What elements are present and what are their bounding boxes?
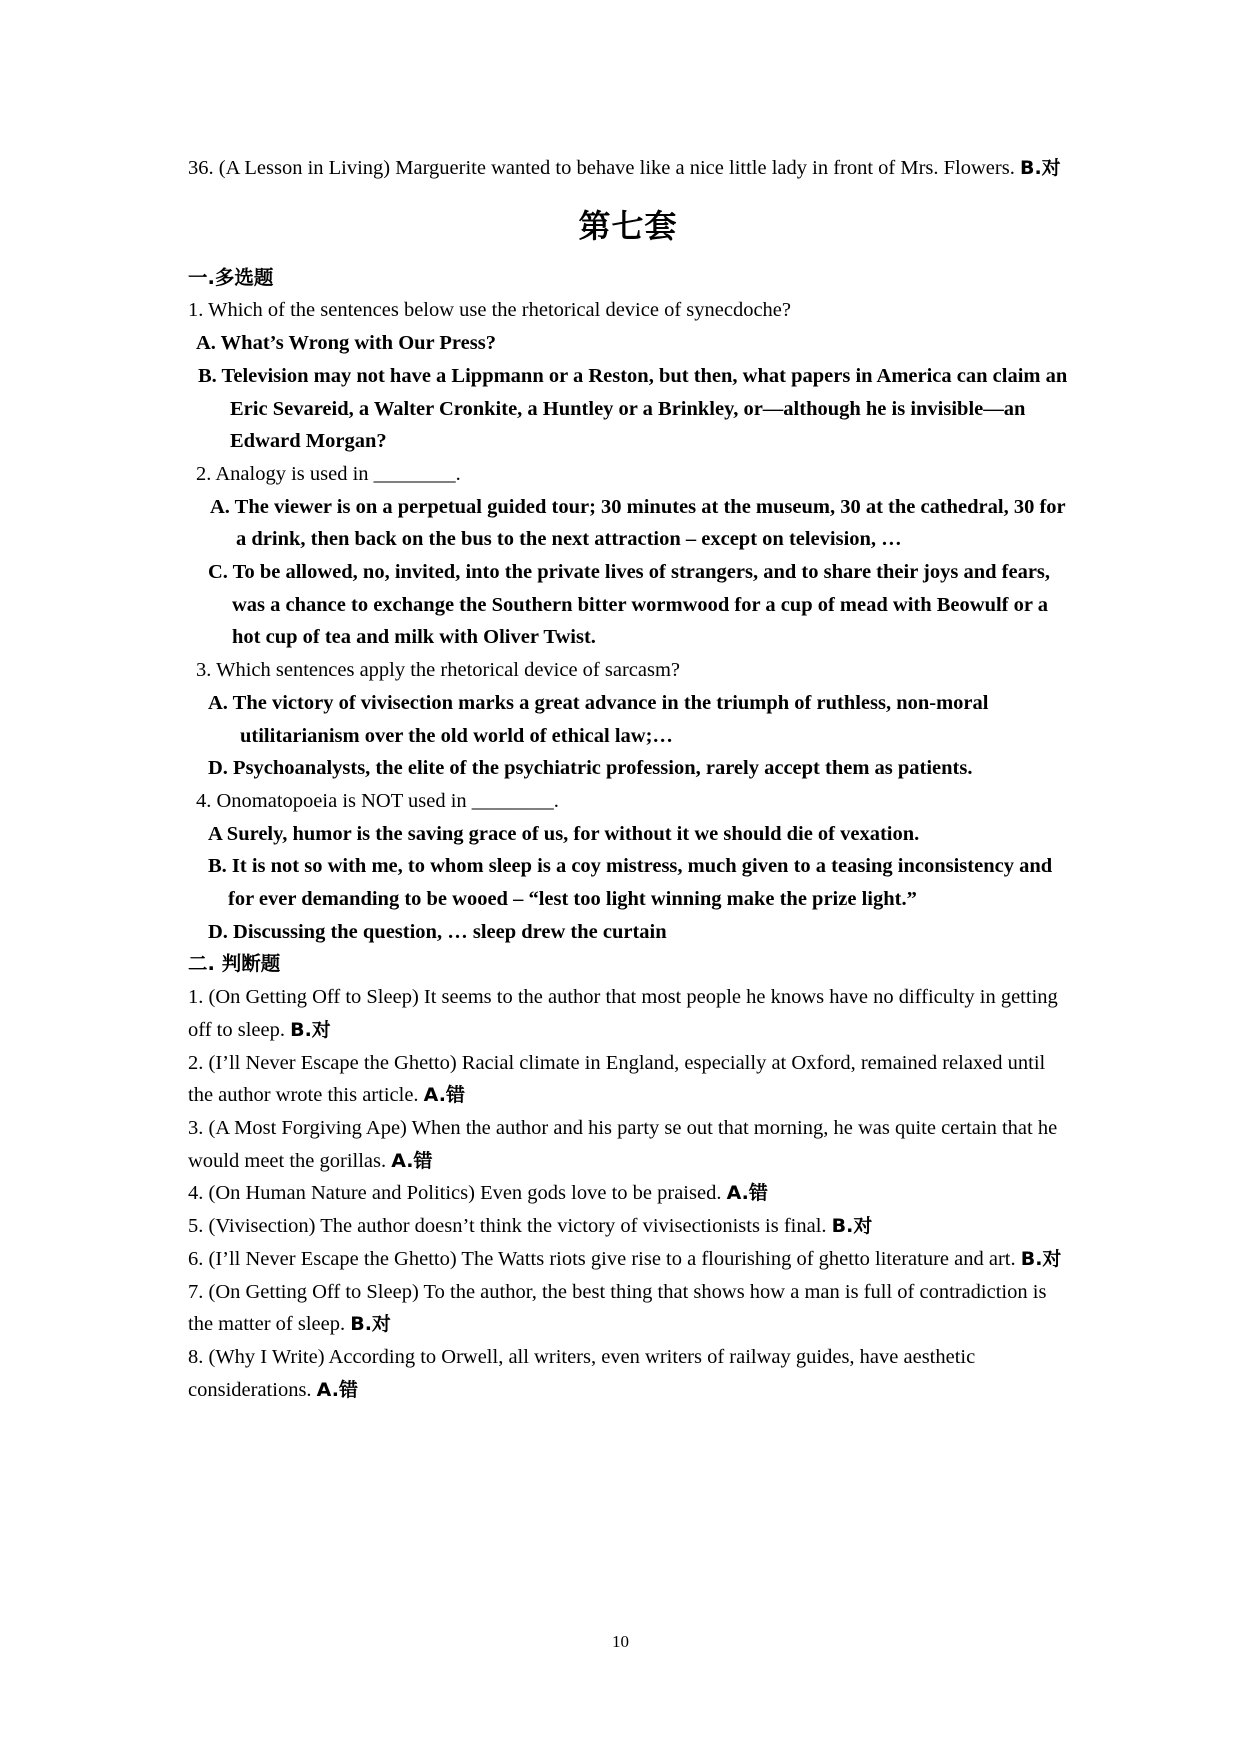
judgment-item-1 (188, 981, 1068, 1046)
judgment-item-2 (188, 1047, 1068, 1112)
q3-option-a: A. The victory of vivisection marks a great advance in the triumph of ruthless, non-moral utilitarianism over the old world of ethical law;… (208, 691, 989, 747)
judgment-item-answer: A.错 (726, 1182, 768, 1205)
question-3: 3. Which sentences apply the rhetorical device of sarcasm? (196, 659, 681, 682)
q3-option-d: D. Psychoanalysts, the elite of the psychiatric profession, rarely accept them as patients. (208, 757, 973, 780)
judgment-item-text: 3. (A Most Forgiving Ape) When the author and his party se out that morning, he was quite certain that he would meet the gorillas. (188, 1116, 1058, 1172)
judgment-item-text: 1. (On Getting Off to Sleep) It seems to the author that most people he knows have no difficulty in getting off to sleep. (188, 986, 1058, 1041)
judgment-item-answer: A.错 (391, 1149, 433, 1172)
page-content (188, 152, 1068, 1406)
judgment-item-text: 5. (Vivisection) The author doesn’t think the victory of vivisectionists is final. (188, 1215, 827, 1238)
section2-heading: 二. 判断题 (188, 952, 281, 976)
judgment-item-text: 6. (I’ll Never Escape the Ghetto) The Watts riots give rise to a flourishing of ghetto literature and art. (188, 1247, 1016, 1270)
q2-option-c: C. To be allowed, no, invited, into the private lives of strangers, and to share their joys and fears, was a chance to exchange the Southern bitter wormwood for a cup of mead with Beowulf or a hot cup of tea and milk with Oliver Twist. (208, 561, 1051, 649)
section1-heading: 一.多选题 (188, 265, 274, 289)
q4-option-a: A Surely, humor is the saving grace of us, for without it we should die of vexation. (208, 822, 920, 845)
judgment-item-answer: B.对 (1020, 1247, 1062, 1270)
judgment-item-answer: A.错 (423, 1084, 465, 1107)
prev-item-answer: B.对 (1019, 157, 1061, 179)
question-2: 2. Analogy is used in ________. (196, 462, 461, 485)
judgment-item-answer: B.对 (350, 1313, 391, 1336)
prev-item-text: 36. (A Lesson in Living) Marguerite wanted to behave like a nice little lady in front of Mrs. Flowers. (188, 157, 1015, 179)
judgment-item-5 (188, 1210, 1068, 1243)
judgment-item-text: 4. (On Human Nature and Politics) Even gods love to be praised. (188, 1182, 722, 1205)
question-1: 1. Which of the sentences below use the rhetorical device of synecdoche? (188, 299, 791, 322)
judgment-item-text: 7. (On Getting Off to Sleep) To the author, the best thing that shows how a man is full of contradiction is the matter of sleep. (188, 1280, 1047, 1336)
q4-option-d: D. Discussing the question, … sleep drew the curtain (208, 920, 667, 943)
judgment-item-text: 8. (Why I Write) According to Orwell, all writers, even writers of railway guides, have aesthetic considerations. (188, 1345, 976, 1401)
judgment-item-answer: B.对 (290, 1018, 331, 1041)
q4-option-b: B. It is not so with me, to whom sleep is a coy mistress, much given to a teasing inconsistency and for ever demanding to be wooed – “lest too light winning make the prize light.” (208, 855, 1053, 911)
judgment-item-text: 2. (I’ll Never Escape the Ghetto) Racial climate in England, especially at Oxford, remained relaxed until the author wrote this article. (188, 1051, 1046, 1107)
judgment-item-answer: B.对 (831, 1215, 873, 1238)
set-title: 第七套 (578, 206, 678, 245)
page-number: 10 (612, 1632, 629, 1651)
judgment-item-7 (188, 1276, 1068, 1341)
judgment-item-3 (188, 1112, 1068, 1177)
q1-option-a: A. What’s Wrong with Our Press? (196, 332, 496, 355)
prev-item (188, 152, 1068, 185)
judgment-item-6 (188, 1243, 1068, 1276)
judgment-item-4 (188, 1177, 1068, 1210)
judgment-item-answer: A.错 (316, 1378, 358, 1401)
q1-option-b: B. Television may not have a Lippmann or a Reston, but then, what papers in America can claim an Eric Sevareid, a Walter Cronkite, a Huntley or a Brinkley, or—although he is invisible—an Edward Morgan? (198, 364, 1068, 453)
judgment-item-8 (188, 1341, 1068, 1406)
q2-option-a: A. The viewer is on a perpetual guided tour; 30 minutes at the museum, 30 at the cathedral, 30 for a drink, then back on the bus to the next attraction – except on television, … (210, 495, 1066, 551)
question-4: 4. Onomatopoeia is NOT used in ________. (196, 789, 559, 812)
